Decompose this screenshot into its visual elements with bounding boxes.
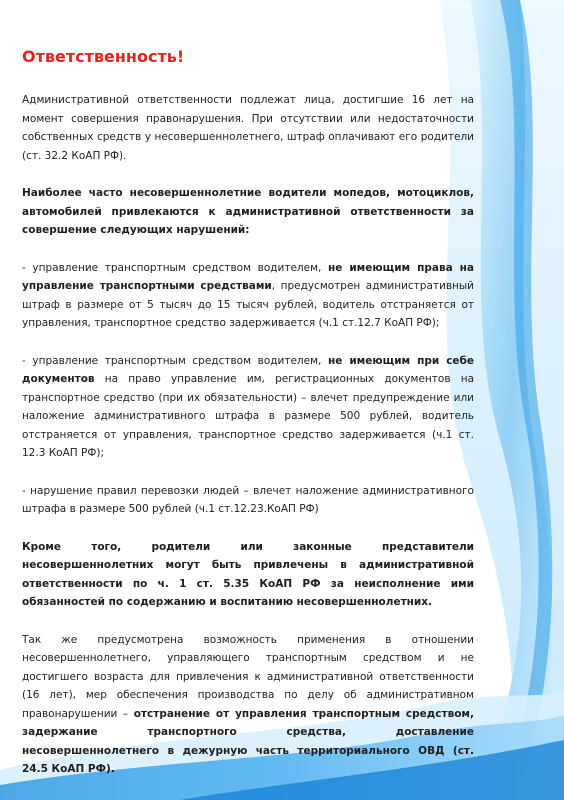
paragraph-text: - управление транспортным средством водителем, bbox=[22, 261, 328, 274]
paragraph-passenger-rules bbox=[22, 482, 474, 519]
paragraph-parents-liability bbox=[22, 538, 474, 612]
paragraph-text: , предусмотрен административный штраф в размере от 5 тысяч до 15 тысяч рублей, водитель отстраняется от управления, транспортное средство задерживается (ч.1 ст.12.7 КоАП РФ); bbox=[22, 280, 474, 329]
paragraph-no-license bbox=[22, 259, 474, 333]
paragraph-text: Наиболее часто несовершеннолетние водители мопедов, мотоциклов, автомобилей привлекаются к административной ответственности за совершение следующих нарушений: bbox=[22, 187, 474, 236]
paragraph-text: - нарушение правил перевозки людей – влечет наложение административного штрафа в размере 500 рублей (ч.1 ст.12.23.КоАП РФ) bbox=[22, 484, 474, 515]
paragraph-bold-text: отстранение от управления транспортным средством, задержание транспортного средства, доставление несовершеннолетнего в дежурную часть территориального ОВД (ст. 24.5 КоАП РФ). bbox=[22, 707, 475, 775]
paragraph-bold-text: не имеющим права на управление транспортными средствами bbox=[22, 261, 474, 292]
paragraph-bold-text: не имеющим при себе документов bbox=[22, 354, 474, 385]
document-body bbox=[22, 46, 474, 798]
document-title: Ответственность! bbox=[22, 47, 185, 66]
paragraph-text: на право управление им, регистрационных документов на транспортное средство (при их обязательности) – влечет предупреждение или наложение административного штрафа в размере 500 рублей, водитель отстраняется от управления, транспортное средство задерживается (ч.1 ст. 12.3 КоАП РФ); bbox=[22, 373, 474, 459]
paragraph-text: Административной ответственности подлежат лица, достигшие 16 лет на момент совершения правонарушения. При отсутствии или недостаточности собственных средств у несовершеннолетнего, штраф оплачивают его родители (ст. 32.2 КоАП РФ). bbox=[22, 94, 474, 162]
paragraph-text: Кроме того, родители или законные представители несовершеннолетних могут быть привлечены в административной ответственности по ч. 1 ст. 5.35 КоАП РФ за неисполнение ими обязанностей по содержанию и воспитанию несовершеннолетних. bbox=[22, 540, 474, 608]
paragraph-enforcement-measures bbox=[22, 631, 474, 779]
paragraph-text: Так же предусмотрена возможность применения в отношении несовершеннолетнего, управляющего транспортным средством и не достигшего возраста для привлечения к административной ответственности (16 лет), мер обеспечения производства по делу об административном правонарушении – bbox=[22, 633, 474, 720]
paragraph-age-liability bbox=[22, 91, 474, 165]
paragraph-no-documents bbox=[22, 352, 474, 463]
paragraph-common-violations-intro bbox=[22, 184, 474, 240]
paragraph-text: - управление транспортным средством водителем, bbox=[22, 354, 328, 367]
